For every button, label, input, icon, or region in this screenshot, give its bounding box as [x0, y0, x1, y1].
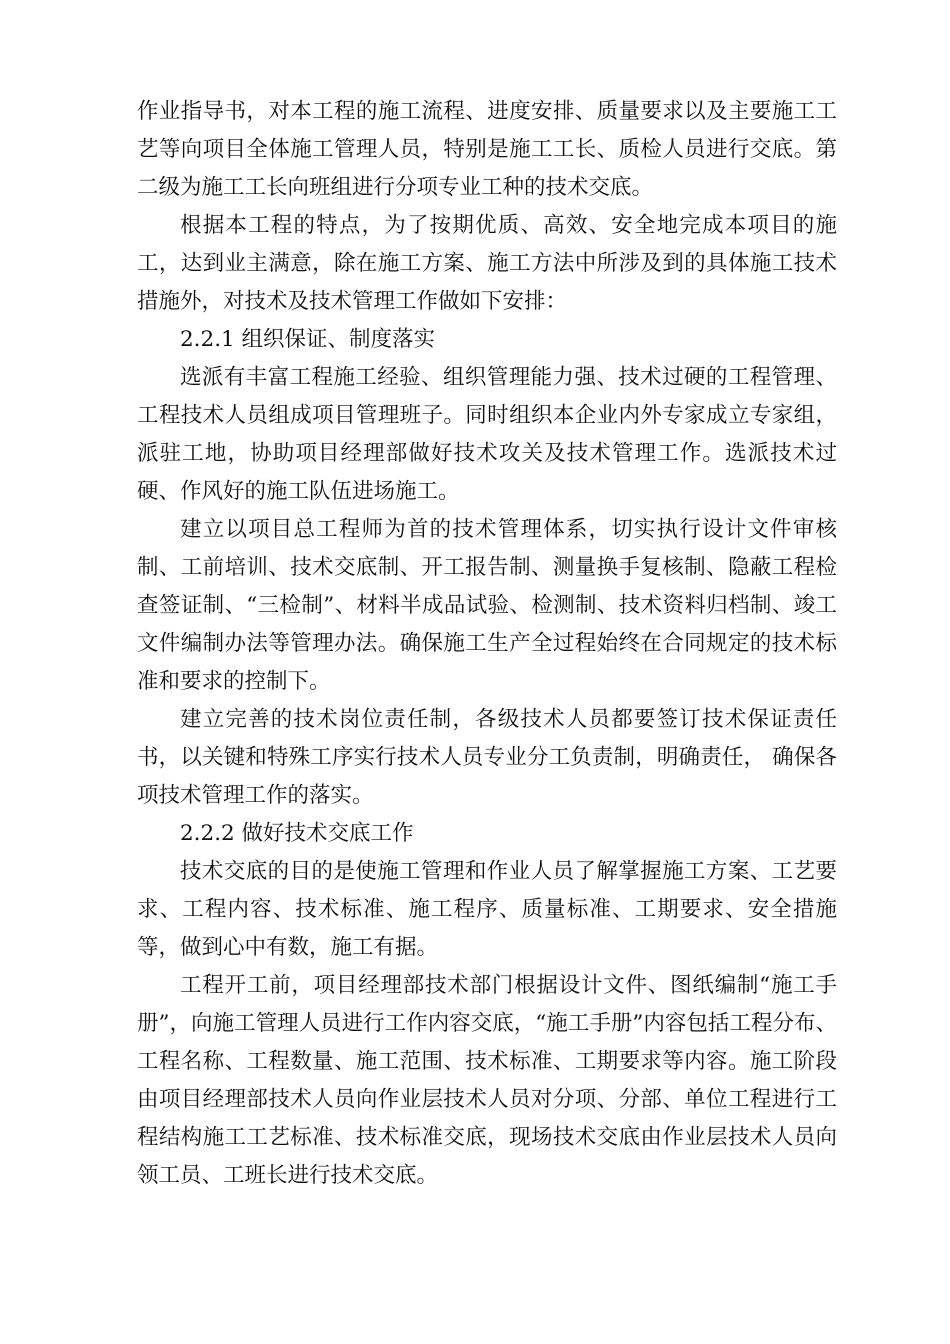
- paragraph-continuation: 作业指导书，对本工程的施工流程、进度安排、质量要求以及主要施工工艺等向项目全体施工管理人员，特别是施工工长、质检人员进行交底。第二级为施工工长向班组进行分项专业工种的技术交底。: [137, 99, 837, 200]
- paragraph-arrangement-intro: 根据本工程的特点，为了按期优质、高效、安全地完成本项目的施工，达到业主满意，除在施工方案、施工方法中所涉及到的具体施工技术措施外，对技术及技术管理工作做如下安排：: [137, 213, 837, 314]
- paragraph-technical-system: 建立以项目总工程师为首的技术管理体系，切实执行设计文件审核制、工前培训、技术交底制、开工报告制、测量换手复核制、隐蔽工程检查签证制、“三检制”、材料半成品试验、检测制、技术资料归档制、竣工文件编制办法等管理办法。确保施工生产全过程始终在合同规定的技术标准和要求的控制下。: [137, 517, 837, 694]
- paragraph-construction-manual: 工程开工前，项目经理部技术部门根据设计文件、图纸编制“施工手册”，向施工管理人员进行工作内容交底，“施工手册”内容包括工程分布、工程名称、工程数量、施工范围、技术标准、工期要求等内容。施工阶段由项目经理部技术人员向作业层技术人员对分项、分部、单位工程进行工程结构施工工艺标准、技术标准交底，现场技术交底由作业层技术人员向领工员、工班长进行技术交底。: [137, 973, 837, 1188]
- paragraph-management-team: 选派有丰富工程施工经验、组织管理能力强、技术过硬的工程管理、工程技术人员组成项目管理班子。同时组织本企业内外专家成立专家组，派驻工地，协助项目经理部做好技术攻关及技术管理工作。选派技术过硬、作风好的施工队伍进场施工。: [137, 365, 837, 504]
- section-heading-2-2-2: 2.2.2 做好技术交底工作: [180, 821, 414, 846]
- paragraph-disclosure-purpose: 技术交底的目的是使施工管理和作业人员了解掌握施工方案、工艺要求、工程内容、技术标准、施工程序、质量标准、工期要求、安全措施等，做到心中有数，施工有据。: [137, 859, 837, 960]
- document-page: [137, 93, 837, 1195]
- paragraph-responsibility: 建立完善的技术岗位责任制，各级技术人员都要签订技术保证责任书，以关键和特殊工序实行技术人员专业分工负责制，明确责任， 确保各项技术管理工作的落实。: [137, 707, 837, 808]
- section-heading-2-2-1: 2.2.1 组织保证、制度落实: [180, 327, 436, 352]
